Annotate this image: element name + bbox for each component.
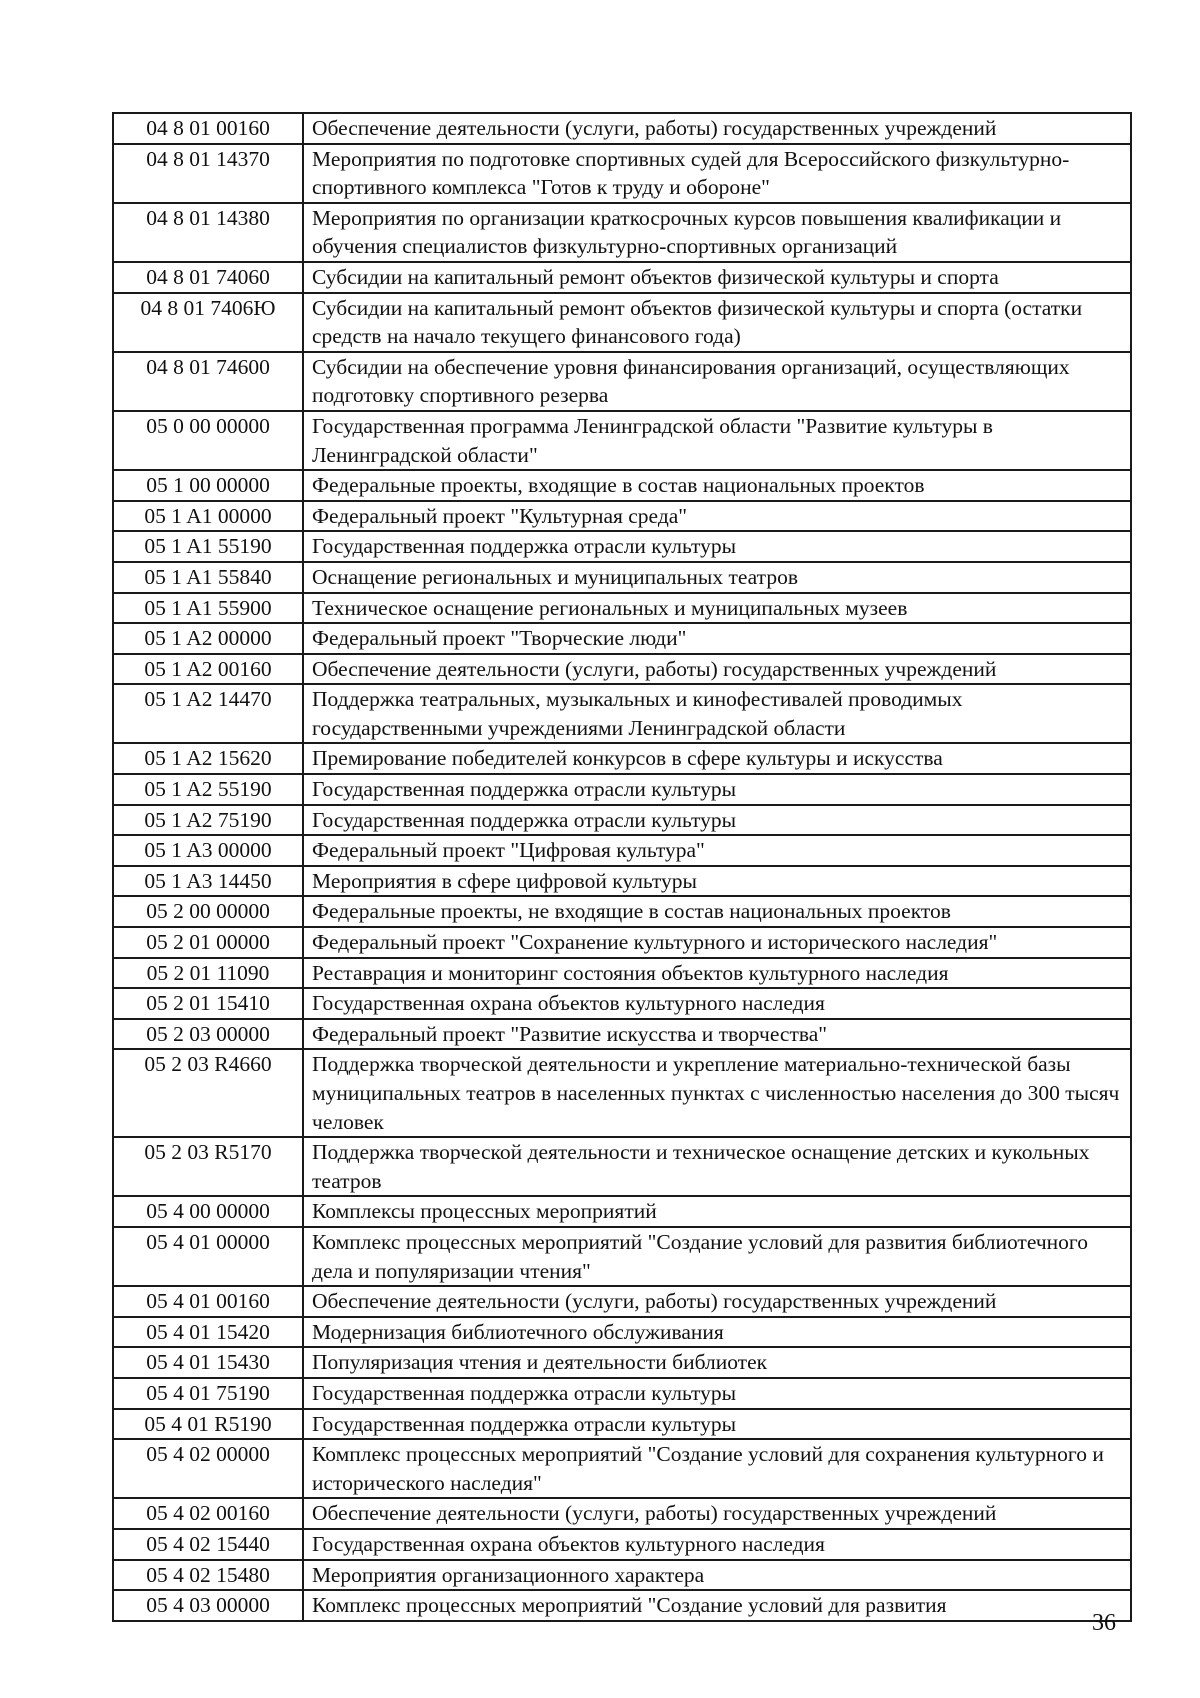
classification-code: 04 8 01 74060: [113, 262, 303, 293]
classification-code: 05 2 00 00000: [113, 896, 303, 927]
expense-description: Субсидии на обеспечение уровня финансирования организаций, осуществляющих подготовку спортивного резерва: [303, 352, 1131, 411]
table-row: [113, 144, 1131, 203]
table-row: [113, 1049, 1131, 1137]
classification-code: 05 4 01 00160: [113, 1286, 303, 1317]
table-row: [113, 654, 1131, 685]
expense-description: Поддержка творческой деятельности и техническое оснащение детских и кукольных театров: [303, 1137, 1131, 1196]
table-row: [113, 835, 1131, 866]
expense-description: Премирование победителей конкурсов в сфере культуры и искусства: [303, 743, 1131, 774]
table-row: [113, 1439, 1131, 1498]
table-row: [113, 1409, 1131, 1440]
classification-code: 05 2 03 00000: [113, 1019, 303, 1050]
table-row: [113, 203, 1131, 262]
expense-description: Федеральные проекты, входящие в состав национальных проектов: [303, 470, 1131, 501]
classification-code: 05 2 01 00000: [113, 927, 303, 958]
classification-code: 05 1 A1 55900: [113, 593, 303, 624]
expense-description: Государственная поддержка отрасли культуры: [303, 1409, 1131, 1440]
table-row: [113, 623, 1131, 654]
table-row: [113, 1560, 1131, 1591]
budget-code-table: [112, 112, 1132, 1622]
classification-code: 04 8 01 7406Ю: [113, 293, 303, 352]
classification-code: 05 4 01 00000: [113, 1227, 303, 1286]
classification-code: 05 4 00 00000: [113, 1196, 303, 1227]
expense-description: Государственная программа Ленинградской области "Развитие культуры в Ленинградской области": [303, 411, 1131, 470]
classification-code: 05 0 00 00000: [113, 411, 303, 470]
classification-code: 05 4 02 00160: [113, 1498, 303, 1529]
classification-code: 05 1 A1 00000: [113, 501, 303, 532]
table-row: [113, 470, 1131, 501]
expense-description: Государственная поддержка отрасли культуры: [303, 774, 1131, 805]
table-row: [113, 1529, 1131, 1560]
expense-description: Реставрация и мониторинг состояния объектов культурного наследия: [303, 958, 1131, 989]
expense-description: Федеральный проект "Развитие искусства и творчества": [303, 1019, 1131, 1050]
classification-code: 04 8 01 14370: [113, 144, 303, 203]
table-row: [113, 896, 1131, 927]
table-row: [113, 352, 1131, 411]
table-row: [113, 684, 1131, 743]
table-row: [113, 262, 1131, 293]
classification-code: 05 4 02 00000: [113, 1439, 303, 1498]
table-row: [113, 1590, 1131, 1621]
expense-description: Мероприятия в сфере цифровой культуры: [303, 866, 1131, 897]
table-row: [113, 1227, 1131, 1286]
expense-description: Комплекс процессных мероприятий "Создание условий для развития библиотечного дела и популяризации чтения": [303, 1227, 1131, 1286]
classification-code: 05 1 A2 55190: [113, 774, 303, 805]
expense-description: Популяризация чтения и деятельности библиотек: [303, 1347, 1131, 1378]
table-row: [113, 593, 1131, 624]
table-row: [113, 1347, 1131, 1378]
table-row: [113, 1286, 1131, 1317]
table-row: [113, 293, 1131, 352]
expense-description: Государственная поддержка отрасли культуры: [303, 805, 1131, 836]
expense-description: Мероприятия по подготовке спортивных судей для Всероссийского физкультурно-спортивного комплекса "Готов к труду и обороне": [303, 144, 1131, 203]
classification-code: 05 1 A2 00000: [113, 623, 303, 654]
expense-description: Федеральный проект "Культурная среда": [303, 501, 1131, 532]
classification-code: 05 4 01 75190: [113, 1378, 303, 1409]
expense-description: Техническое оснащение региональных и муниципальных музеев: [303, 593, 1131, 624]
expense-description: Поддержка творческой деятельности и укрепление материально-технической базы муниципальных театров в населенных пунктах с численностью населения до 300 тысяч человек: [303, 1049, 1131, 1137]
table-row: [113, 988, 1131, 1019]
expense-description: Оснащение региональных и муниципальных театров: [303, 562, 1131, 593]
classification-code: 05 4 02 15440: [113, 1529, 303, 1560]
expense-description: Государственная охрана объектов культурного наследия: [303, 1529, 1131, 1560]
table-row: [113, 531, 1131, 562]
expense-description: Субсидии на капитальный ремонт объектов физической культуры и спорта (остатки средств на начало текущего финансового года): [303, 293, 1131, 352]
expense-description: Мероприятия по организации краткосрочных курсов повышения квалификации и обучения специалистов физкультурно-спортивных организаций: [303, 203, 1131, 262]
table-row: [113, 562, 1131, 593]
expense-description: Субсидии на капитальный ремонт объектов физической культуры и спорта: [303, 262, 1131, 293]
classification-code: 04 8 01 14380: [113, 203, 303, 262]
expense-description: Обеспечение деятельности (услуги, работы) государственных учреждений: [303, 1498, 1131, 1529]
classification-code: 05 4 01 15420: [113, 1317, 303, 1348]
classification-code: 05 2 01 15410: [113, 988, 303, 1019]
expense-description: Государственная охрана объектов культурного наследия: [303, 988, 1131, 1019]
classification-code: 05 4 03 00000: [113, 1590, 303, 1621]
classification-code: 05 4 01 R5190: [113, 1409, 303, 1440]
expense-description: Комплекс процессных мероприятий "Создание условий для сохранения культурного и исторического наследия": [303, 1439, 1131, 1498]
classification-code: 05 2 03 R5170: [113, 1137, 303, 1196]
classification-code: 05 1 A2 75190: [113, 805, 303, 836]
page-number: 36: [1092, 1610, 1116, 1636]
classification-code: 05 1 A3 14450: [113, 866, 303, 897]
table-row: [113, 1019, 1131, 1050]
classification-code: 05 2 01 11090: [113, 958, 303, 989]
classification-code: 05 1 00 00000: [113, 470, 303, 501]
expense-description: Федеральные проекты, не входящие в состав национальных проектов: [303, 896, 1131, 927]
table-row: [113, 927, 1131, 958]
table-row: [113, 411, 1131, 470]
expense-description: Федеральный проект "Цифровая культура": [303, 835, 1131, 866]
table-row: [113, 1378, 1131, 1409]
expense-description: Государственная поддержка отрасли культуры: [303, 1378, 1131, 1409]
classification-code: 04 8 01 00160: [113, 113, 303, 144]
table-row: [113, 1137, 1131, 1196]
classification-code: 04 8 01 74600: [113, 352, 303, 411]
table-row: [113, 1317, 1131, 1348]
classification-code: 05 1 A1 55840: [113, 562, 303, 593]
expense-description: Комплексы процессных мероприятий: [303, 1196, 1131, 1227]
classification-code: 05 4 01 15430: [113, 1347, 303, 1378]
classification-code: 05 1 A2 15620: [113, 743, 303, 774]
expense-description: Модернизация библиотечного обслуживания: [303, 1317, 1131, 1348]
expense-description: Комплекс процессных мероприятий "Создание условий для развития: [303, 1590, 1131, 1621]
table-row: [113, 743, 1131, 774]
expense-description: Государственная поддержка отрасли культуры: [303, 531, 1131, 562]
table-body: [113, 113, 1131, 1621]
classification-code: 05 1 A1 55190: [113, 531, 303, 562]
expense-description: Поддержка театральных, музыкальных и кинофестивалей проводимых государственными учреждениями Ленинградской области: [303, 684, 1131, 743]
expense-description: Обеспечение деятельности (услуги, работы) государственных учреждений: [303, 113, 1131, 144]
classification-code: 05 4 02 15480: [113, 1560, 303, 1591]
table-row: [113, 1196, 1131, 1227]
classification-code: 05 2 03 R4660: [113, 1049, 303, 1137]
table-row: [113, 958, 1131, 989]
table-row: [113, 805, 1131, 836]
table-row: [113, 501, 1131, 532]
classification-code: 05 1 A2 14470: [113, 684, 303, 743]
expense-description: Федеральный проект "Сохранение культурного и исторического наследия": [303, 927, 1131, 958]
table-row: [113, 774, 1131, 805]
expense-description: Обеспечение деятельности (услуги, работы) государственных учреждений: [303, 654, 1131, 685]
classification-code: 05 1 A3 00000: [113, 835, 303, 866]
table-row: [113, 1498, 1131, 1529]
table-row: [113, 113, 1131, 144]
classification-code: 05 1 A2 00160: [113, 654, 303, 685]
expense-description: Обеспечение деятельности (услуги, работы) государственных учреждений: [303, 1286, 1131, 1317]
expense-description: Федеральный проект "Творческие люди": [303, 623, 1131, 654]
table-row: [113, 866, 1131, 897]
expense-description: Мероприятия организационного характера: [303, 1560, 1131, 1591]
